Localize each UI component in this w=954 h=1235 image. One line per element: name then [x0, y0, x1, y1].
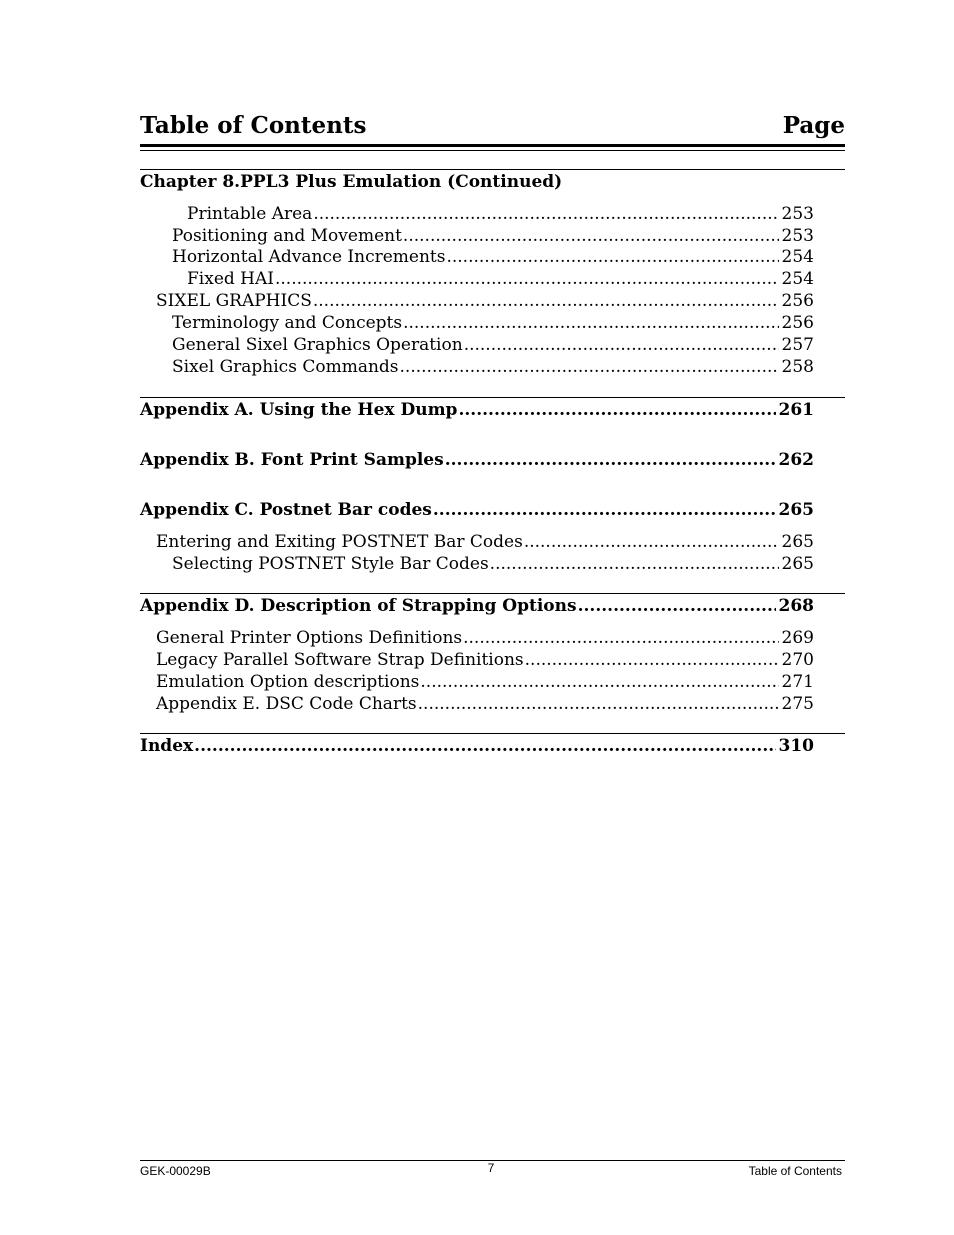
leader-dots: [313, 291, 779, 311]
toc-entry-page: 253: [781, 204, 814, 224]
toc-entry-appendix-c[interactable]: [140, 500, 814, 520]
toc-entry[interactable]: [140, 313, 814, 333]
toc-entry-text: Printable Area: [187, 204, 313, 224]
toc-entry-page: 270: [781, 650, 814, 670]
toc-entry-text: Appendix D. Description of Strapping Options: [140, 596, 577, 616]
toc-entry-text: SIXEL GRAPHICS: [156, 291, 312, 311]
toc-entry-page: 275: [781, 694, 814, 714]
toc-entry-appendix-b[interactable]: [140, 450, 814, 470]
toc-entry[interactable]: [140, 628, 814, 648]
leader-dots: [464, 335, 779, 355]
leader-dots: [313, 204, 778, 224]
toc-entry[interactable]: [140, 335, 814, 355]
toc-entry[interactable]: [140, 650, 814, 670]
leader-dots: [194, 736, 775, 756]
header-rule-thick: [140, 144, 845, 147]
toc-entry-text: Fixed HAI: [187, 269, 274, 289]
leader-dots: [420, 672, 778, 692]
toc-entry[interactable]: [140, 291, 814, 311]
chapter-heading: Chapter 8.PPL3 Plus Emulation (Continued): [140, 172, 563, 192]
leader-dots: [433, 500, 776, 520]
leader-dots: [525, 650, 779, 670]
leader-dots: [403, 313, 778, 333]
toc-entry-text: Appendix E. DSC Code Charts: [156, 694, 417, 714]
leader-dots: [403, 226, 779, 246]
toc-entry-appendix-a[interactable]: [140, 400, 814, 420]
toc-entry-page: 268: [778, 596, 814, 616]
footer-section: Table of Contents: [748, 1164, 842, 1178]
header-rule-thin: [140, 150, 845, 151]
toc-entry-page: 269: [781, 628, 814, 648]
toc-entry[interactable]: [140, 532, 814, 552]
toc-entry[interactable]: [140, 269, 814, 289]
toc-entry-page: 265: [781, 554, 814, 574]
leader-dots: [578, 596, 776, 616]
toc-entry[interactable]: [140, 554, 814, 574]
toc-entry-page: 261: [778, 400, 814, 420]
section-rule: [140, 593, 845, 594]
toc-entry-text: General Printer Options Definitions: [156, 628, 463, 648]
toc-entry-text: Sixel Graphics Commands: [172, 357, 399, 377]
toc-entry-text: Terminology and Concepts: [172, 313, 403, 333]
toc-entry-index[interactable]: [140, 736, 814, 756]
toc-entry-text: Emulation Option descriptions: [156, 672, 420, 692]
leader-dots: [445, 450, 776, 470]
leader-dots: [418, 694, 779, 714]
toc-entry-appendix-d[interactable]: [140, 596, 814, 616]
toc-entry-page: 257: [781, 335, 814, 355]
toc-entry-text: Appendix A. Using the Hex Dump: [140, 400, 458, 420]
toc-entry-text: Selecting POSTNET Style Bar Codes: [172, 554, 489, 574]
leader-dots: [400, 357, 779, 377]
footer-page-number: 7: [487, 1161, 495, 1175]
page-column-label: Page: [782, 112, 845, 139]
leader-dots: [463, 628, 778, 648]
leader-dots: [446, 247, 778, 267]
toc-entry-page: 253: [781, 226, 814, 246]
toc-entry-page: 265: [778, 500, 814, 520]
toc-entry-page: 258: [781, 357, 814, 377]
toc-entry-page: 310: [778, 736, 814, 756]
toc-entry[interactable]: [140, 694, 814, 714]
leader-dots: [458, 400, 775, 420]
toc-entry-page: 265: [781, 532, 814, 552]
toc-title: Table of Contents: [140, 112, 367, 139]
section-rule: [140, 733, 845, 734]
toc-entry-page: 254: [781, 269, 814, 289]
toc-entry-text: Appendix C. Postnet Bar codes: [140, 500, 432, 520]
toc-entry[interactable]: [140, 672, 814, 692]
leader-dots: [275, 269, 779, 289]
toc-entry-text: Entering and Exiting POSTNET Bar Codes: [156, 532, 523, 552]
section-rule: [140, 169, 845, 170]
toc-entry-text: Legacy Parallel Software Strap Definitions: [156, 650, 524, 670]
toc-header: [140, 112, 845, 139]
toc-entry-page: 262: [778, 450, 814, 470]
toc-entry-text: Positioning and Movement: [172, 226, 402, 246]
leader-dots: [490, 554, 779, 574]
toc-entry[interactable]: [140, 226, 814, 246]
toc-entry-text: Horizontal Advance Increments: [172, 247, 446, 267]
toc-entry[interactable]: [140, 357, 814, 377]
toc-entry[interactable]: [140, 247, 814, 267]
toc-entry-page: 256: [781, 313, 814, 333]
toc-entry-page: 271: [781, 672, 814, 692]
toc-entry[interactable]: [140, 204, 814, 224]
leader-dots: [524, 532, 779, 552]
toc-entry-text: Index: [140, 736, 194, 756]
toc-entry-page: 256: [781, 291, 814, 311]
toc-entry-text: General Sixel Graphics Operation: [172, 335, 463, 355]
toc-entry-page: 254: [781, 247, 814, 267]
toc-entry-text: Appendix B. Font Print Samples: [140, 450, 444, 470]
footer-doc-id: GEK-00029B: [140, 1164, 211, 1178]
section-rule: [140, 397, 845, 398]
